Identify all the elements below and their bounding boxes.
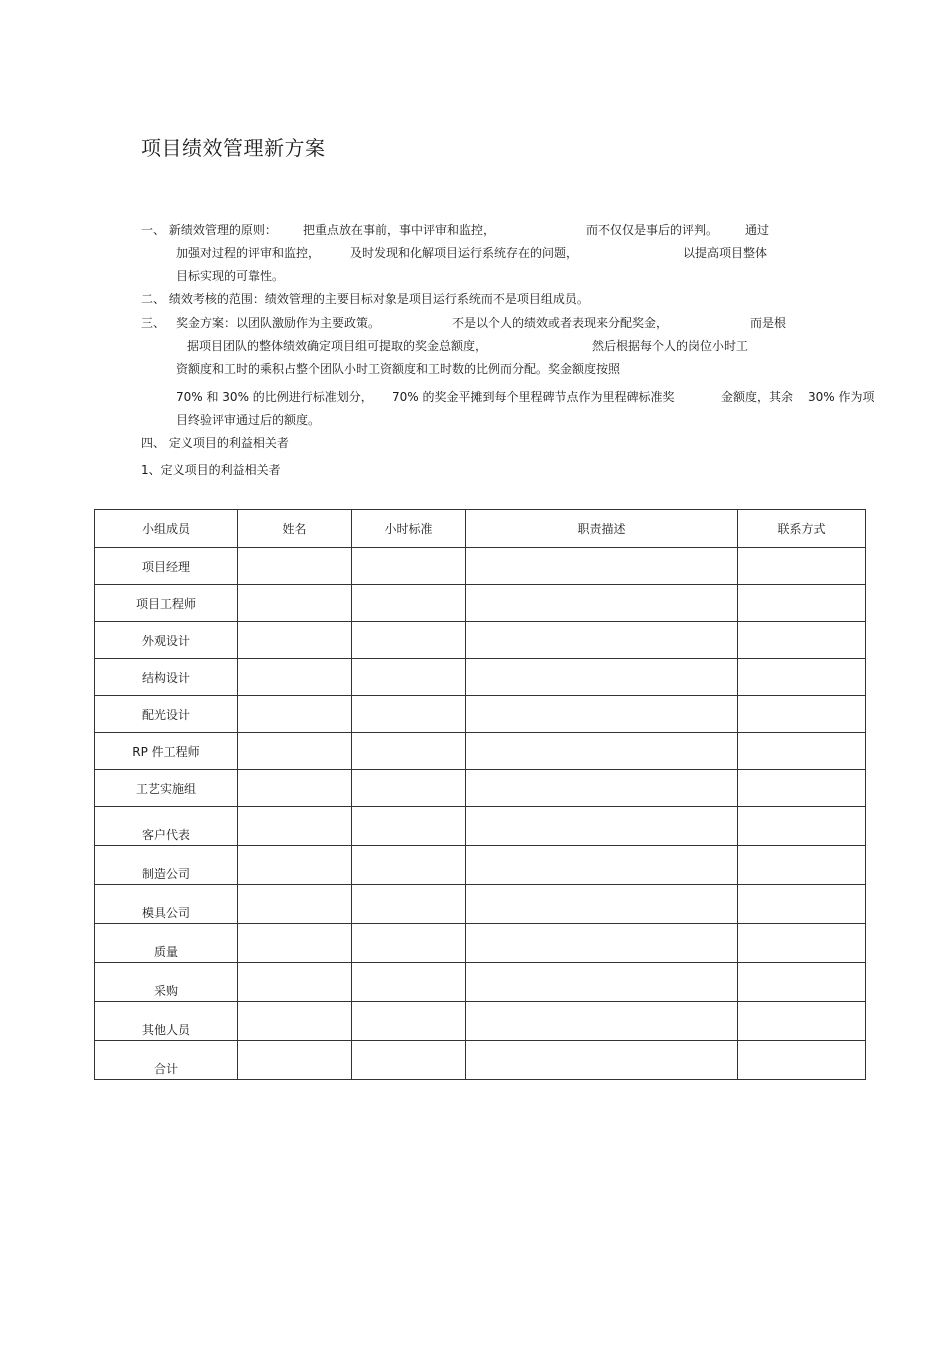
- duty-cell: [466, 1002, 738, 1041]
- role-cell: 项目工程师: [95, 585, 238, 622]
- line-fragment: 不是以个人的绩效或者表现来分配奖金，: [452, 316, 669, 330]
- duty-cell: [466, 733, 738, 770]
- role-cell: 结构设计: [95, 659, 238, 696]
- line-fragment: 目标实现的可靠性。: [176, 269, 285, 283]
- role-cell: 制造公司: [95, 846, 238, 885]
- role-cell: 合计: [95, 1041, 238, 1080]
- line-fragment: 通过: [745, 223, 770, 237]
- duty-cell: [466, 622, 738, 659]
- hour-rate-cell: [352, 885, 466, 924]
- line-fragment: 四、 定义项目的利益相关者: [141, 436, 289, 450]
- line-fragment: 把重点放在事前，事中评审和监控，: [303, 223, 496, 237]
- hour-rate-cell: [352, 807, 466, 846]
- contact-cell: [738, 622, 866, 659]
- document-title: 项目绩效管理新方案: [141, 136, 326, 160]
- line-fragment: 加强对过程的评审和监控，: [176, 246, 321, 260]
- name-cell: [238, 885, 352, 924]
- table-row: [95, 622, 866, 659]
- line-fragment: 一、 新绩效管理的原则：: [141, 223, 277, 237]
- line-fragment: 目终验评审通过后的额度。: [176, 413, 321, 427]
- table-row: [95, 963, 866, 1002]
- line-fragment: 而是根: [750, 316, 787, 330]
- col-header-hour-rate: 小时标准: [352, 510, 466, 548]
- contact-cell: [738, 1041, 866, 1080]
- contact-cell: [738, 770, 866, 807]
- line-fragment: 据项目团队的整体绩效确定项目组可提取的奖金总额度，: [187, 339, 488, 353]
- contact-cell: [738, 1002, 866, 1041]
- line-fragment: 1、定义项目的利益相关者: [141, 463, 281, 477]
- line-fragment: 而不仅仅是事后的评判。: [586, 223, 719, 237]
- line-fragment: 资额度和工时的乘积占整个团队小时工资额度和工时数的比例而分配。奖金额度按照: [176, 362, 621, 376]
- hour-rate-cell: [352, 659, 466, 696]
- line-fragment: 及时发现和化解项目运行系统存在的问题，: [350, 246, 579, 260]
- hour-rate-cell: [352, 622, 466, 659]
- hour-rate-cell: [352, 846, 466, 885]
- name-cell: [238, 696, 352, 733]
- table-row: [95, 1041, 866, 1080]
- line-fragment: 三、: [141, 316, 166, 330]
- role-cell: 工艺实施组: [95, 770, 238, 807]
- contact-cell: [738, 807, 866, 846]
- hour-rate-cell: [352, 548, 466, 585]
- name-cell: [238, 963, 352, 1002]
- table-row: [95, 770, 866, 807]
- duty-cell: [466, 807, 738, 846]
- name-cell: [238, 733, 352, 770]
- name-cell: [238, 924, 352, 963]
- line-fragment: 然后根据每个人的岗位小时工: [592, 339, 749, 353]
- role-cell: 其他人员: [95, 1002, 238, 1041]
- duty-cell: [466, 696, 738, 733]
- contact-cell: [738, 585, 866, 622]
- contact-cell: [738, 659, 866, 696]
- role-cell: RP 件工程师: [95, 733, 238, 770]
- table-row: [95, 548, 866, 585]
- hour-rate-cell: [352, 696, 466, 733]
- contact-cell: [738, 733, 866, 770]
- line-fragment: 以提高项目整体: [683, 246, 768, 260]
- col-header-name: 姓名: [238, 510, 352, 548]
- duty-cell: [466, 963, 738, 1002]
- duty-cell: [466, 585, 738, 622]
- hour-rate-cell: [352, 733, 466, 770]
- hour-rate-cell: [352, 924, 466, 963]
- duty-cell: [466, 885, 738, 924]
- table-row: [95, 1002, 866, 1041]
- line-fragment: 70% 的奖金平摊到每个里程碑节点作为里程碑标准奖: [392, 390, 675, 404]
- duty-cell: [466, 1041, 738, 1080]
- line-fragment: 二、 绩效考核的范围：绩效管理的主要目标对象是项目运行系统而不是项目组成员。: [141, 292, 589, 306]
- contact-cell: [738, 885, 866, 924]
- contact-cell: [738, 963, 866, 1002]
- table-row: [95, 585, 866, 622]
- name-cell: [238, 846, 352, 885]
- hour-rate-cell: [352, 1041, 466, 1080]
- name-cell: [238, 585, 352, 622]
- duty-cell: [466, 770, 738, 807]
- name-cell: [238, 548, 352, 585]
- stakeholder-table: [94, 509, 866, 1080]
- table-row: [95, 846, 866, 885]
- table-row: [95, 696, 866, 733]
- contact-cell: [738, 696, 866, 733]
- hour-rate-cell: [352, 585, 466, 622]
- table-row: [95, 659, 866, 696]
- duty-cell: [466, 924, 738, 963]
- name-cell: [238, 1002, 352, 1041]
- role-cell: 质量: [95, 924, 238, 963]
- col-header-contact: 联系方式: [738, 510, 866, 548]
- role-cell: 配光设计: [95, 696, 238, 733]
- role-cell: 采购: [95, 963, 238, 1002]
- role-cell: 项目经理: [95, 548, 238, 585]
- line-fragment: 金额度，其余: [721, 390, 794, 404]
- duty-cell: [466, 846, 738, 885]
- contact-cell: [738, 548, 866, 585]
- contact-cell: [738, 846, 866, 885]
- line-fragment: 奖金方案：以团队激励作为主要政策。: [176, 316, 381, 330]
- line-fragment: 30% 作为项: [808, 390, 875, 404]
- role-cell: 客户代表: [95, 807, 238, 846]
- line-fragment: 70% 和 30% 的比例进行标准划分，: [176, 390, 373, 404]
- name-cell: [238, 1041, 352, 1080]
- table-row: [95, 924, 866, 963]
- hour-rate-cell: [352, 1002, 466, 1041]
- role-cell: 模具公司: [95, 885, 238, 924]
- name-cell: [238, 770, 352, 807]
- table-row: [95, 733, 866, 770]
- hour-rate-cell: [352, 770, 466, 807]
- duty-cell: [466, 548, 738, 585]
- table-row: [95, 807, 866, 846]
- role-cell: 外观设计: [95, 622, 238, 659]
- table-row: [95, 885, 866, 924]
- col-header-duty: 职责描述: [466, 510, 738, 548]
- name-cell: [238, 807, 352, 846]
- duty-cell: [466, 659, 738, 696]
- name-cell: [238, 622, 352, 659]
- col-header-member: 小组成员: [95, 510, 238, 548]
- name-cell: [238, 659, 352, 696]
- contact-cell: [738, 924, 866, 963]
- table-header-row: [95, 510, 866, 548]
- hour-rate-cell: [352, 963, 466, 1002]
